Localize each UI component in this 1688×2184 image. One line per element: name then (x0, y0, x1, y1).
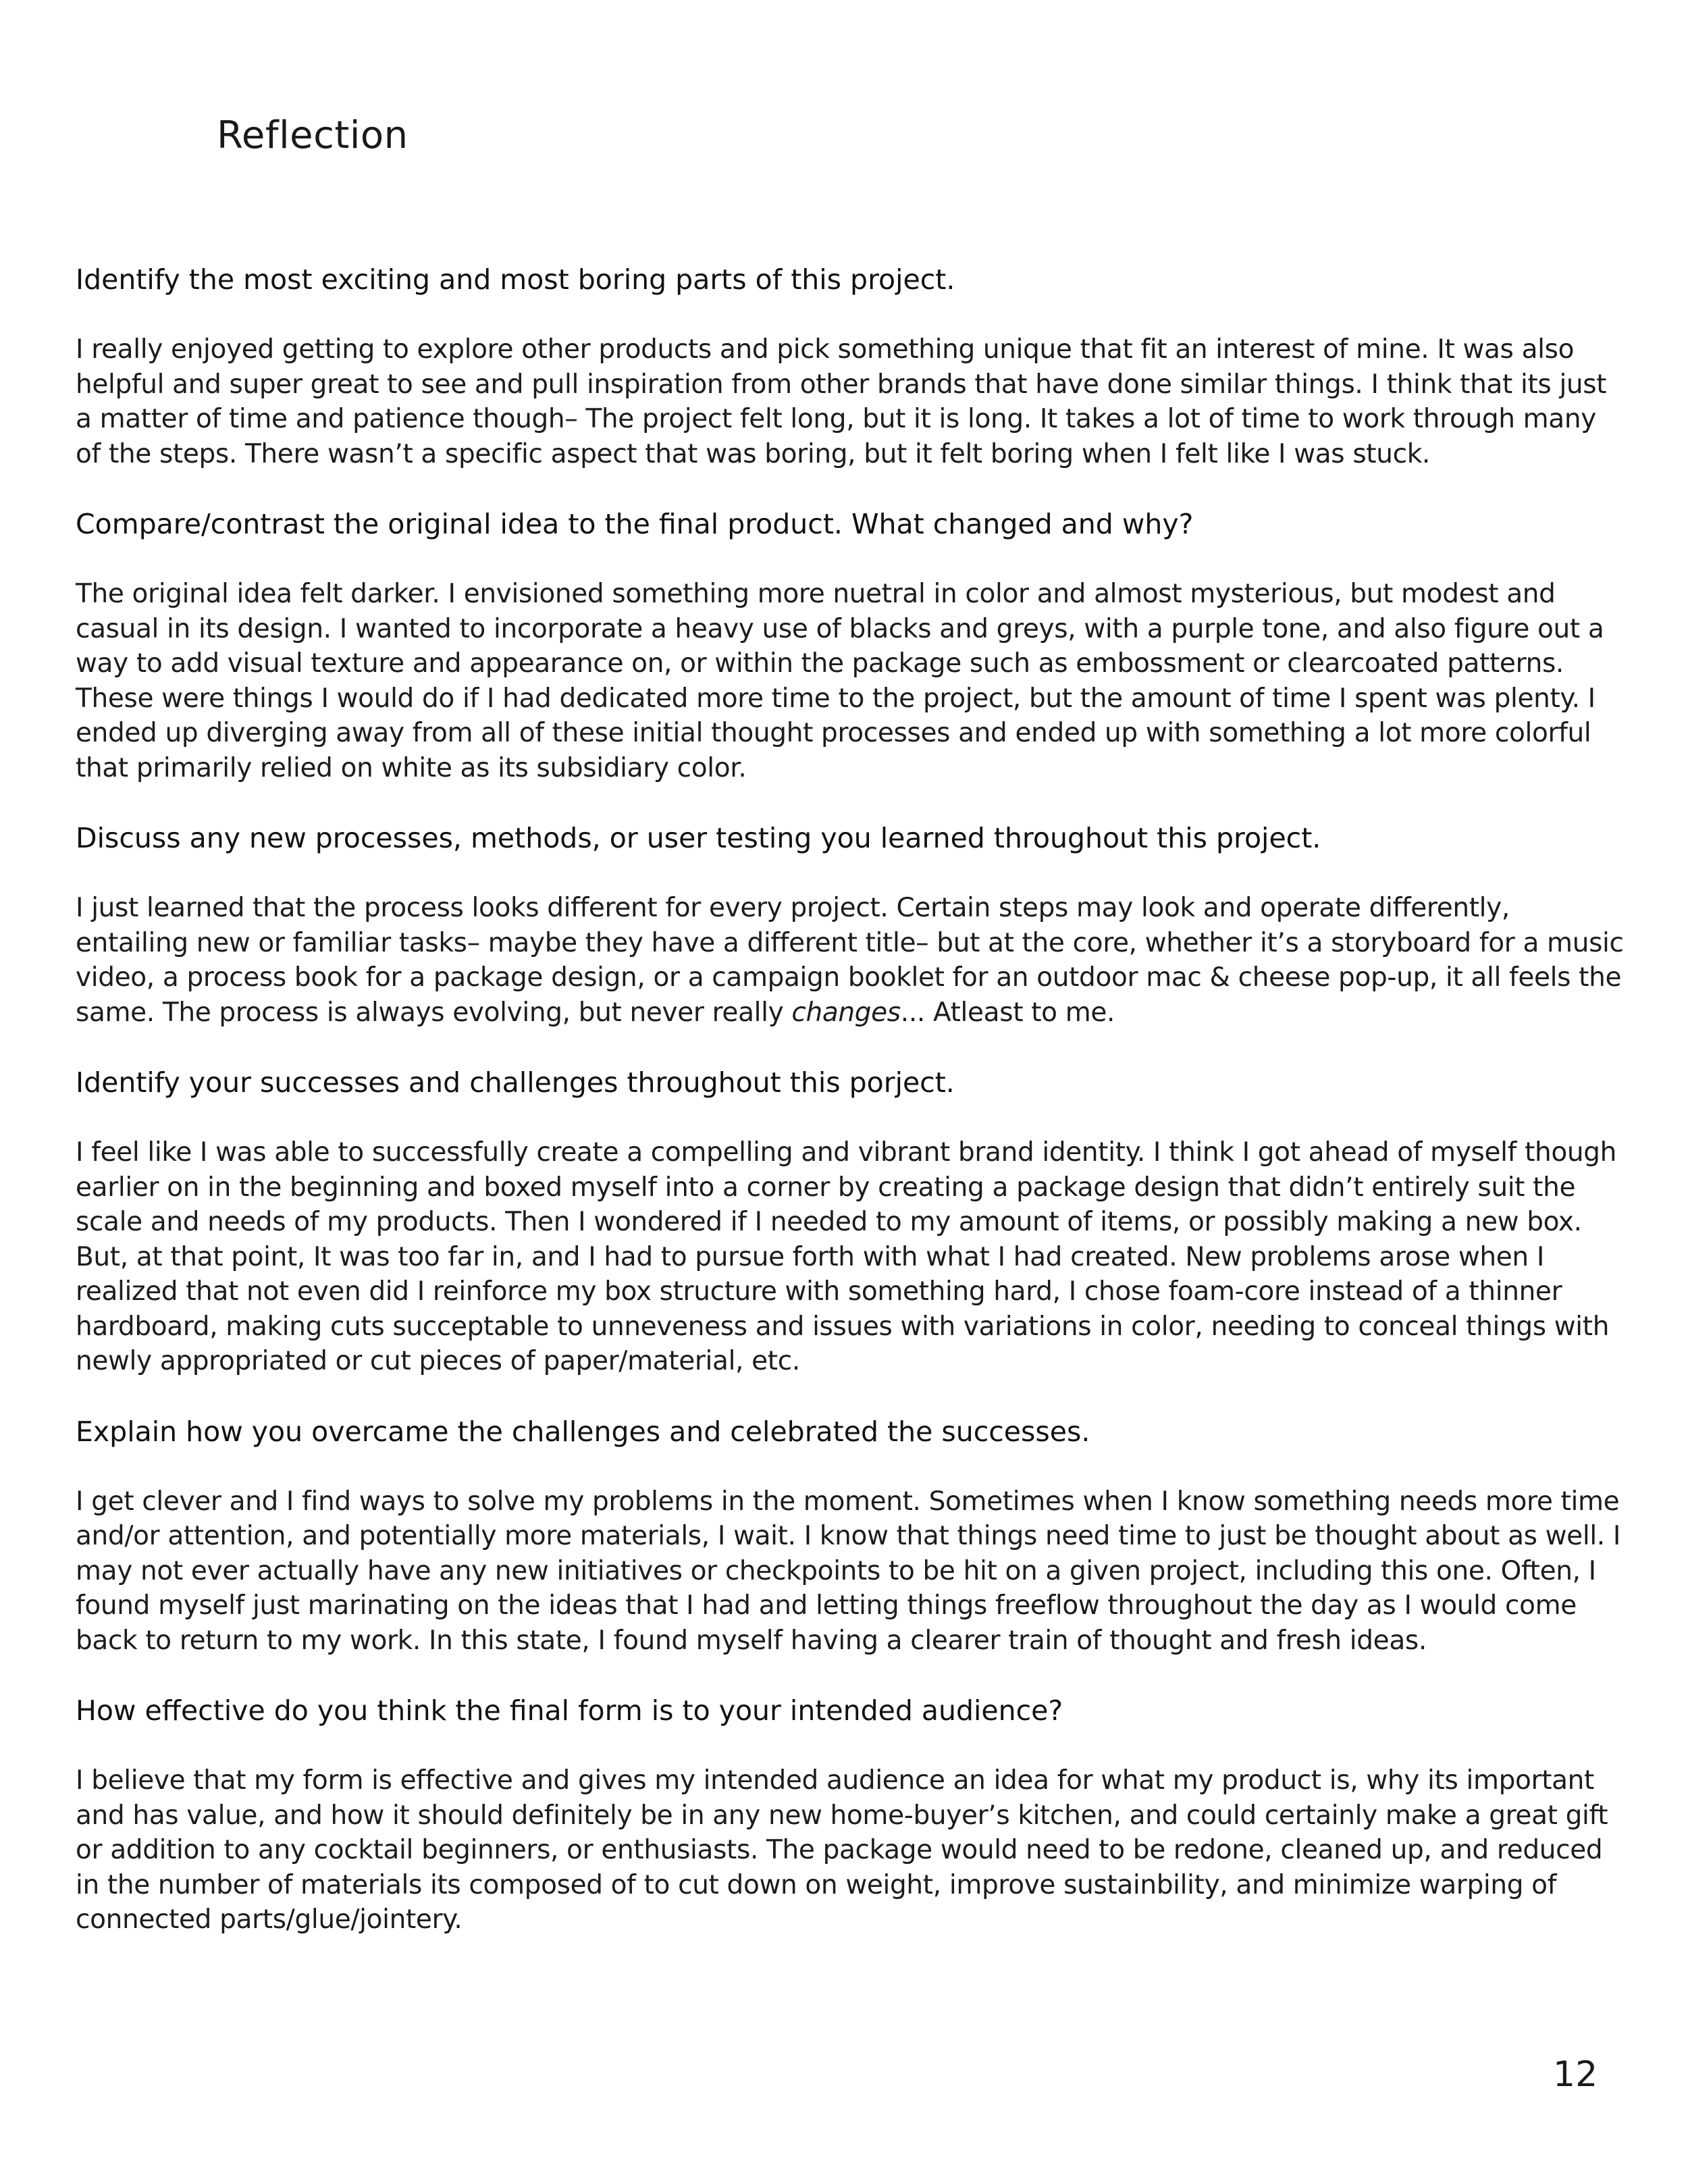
reflection-section (76, 1693, 1629, 1938)
page-title: Reflection (217, 113, 408, 157)
question-heading: Compare/contrast the original idea to the final product. What changed and why? (76, 508, 1194, 540)
answer-paragraph: I really enjoyed getting to explore other products and pick something unique that fit an interest of mine. It was also helpful and super great to see and pull inspiration from other brands that have done similar things. I think that its just a matter of time and patience though– The project felt long, but it is long. It takes a lot of time to work through many of the steps. There wasn’t a specific aspect that was boring, but it felt boring when I felt like I was stuck. (76, 334, 1607, 469)
reflection-section (76, 506, 1629, 785)
answer-paragraph: I feel like I was able to successfully create a compelling and vibrant brand identity. I think I got ahead of myself though earlier on in the beginning and boxed myself into a corner by creating a package design that didn’t entirely suit the scale and needs of my products. Then I wondered if I needed to my amount of items, or possibly making a new box. But, at that point, It was too far in, and I had to pursue forth with what I had created. New problems arose when I realized that not even did I reinforce my box structure with something hard, I chose foam-core instead of a thinner hardboard, making cuts succeptable to unneveness and issues with variations in color, needing to conceal things with newly appropriated or cut pieces of paper/material, etc. (76, 1137, 1617, 1376)
answer-paragraph (76, 891, 1629, 1030)
question-heading: Identify the most exciting and most boring parts of this project. (76, 263, 955, 296)
page-number: 12 (1553, 2054, 1598, 2095)
reflection-section (76, 1414, 1629, 1659)
question-heading: Identify your successes and challenges throughout this porject. (76, 1066, 955, 1099)
question-heading: Explain how you overcame the challenges and celebrated the successes. (76, 1415, 1090, 1448)
question-heading: How effective do you think the final form is to your intended audience? (76, 1694, 1063, 1727)
reflection-section (76, 262, 1629, 471)
answer-paragraph: I get clever and I find ways to solve my problems in the moment. Sometimes when I know something needs more time and/or attention, and potentially more materials, I wait. I know that things need time to just be thought about as well. I may not ever actually have any new initiatives or checkpoints to be hit on a given project, including this one. Often, I found myself just marinating on the ideas that I had and letting things freeflow throughout the day as I would come back to return to my work. In this state, I found myself having a clearer train of thought and fresh ideas. (76, 1486, 1621, 1656)
reflection-section (76, 821, 1629, 1030)
answer-emphasis: changes (791, 997, 901, 1028)
answer-text-end: ... Atleast to me. (900, 997, 1115, 1028)
question-heading: Discuss any new processes, methods, or user testing you learned throughout this project. (76, 822, 1321, 854)
answer-paragraph: I believe that my form is effective and gives my intended audience an idea for what my product is, why its important and has value, and how it should definitely be in any new home-buyer’s kitchen, and could certainly make a great gift or addition to any cocktail beginners, or enthusiasts. The package would need to be redone, cleaned up, and reduced in the number of materials its composed of to cut down on weight, improve sustainbility, and minimize warping of connected parts/glue/jointery. (76, 1765, 1608, 1935)
answer-text: I just learned that the process looks different for every project. Certain steps may look and operate differently, entailing new or familiar tasks– maybe they have a different title– but at the core, whether it’s a storyboard for a music video, a process book for a package design, or a campaign booklet for an outdoor mac & cheese pop-up, it all feels the same. The process is always evolving, but never really (76, 893, 1624, 1028)
reflection-section (76, 1065, 1629, 1379)
reflection-content (76, 262, 1629, 1973)
answer-paragraph: The original idea felt darker. I envisioned something more nuetral in color and almost mysterious, but modest and casual in its design. I wanted to incorporate a heavy use of blacks and greys, with a purple tone, and also figure out a way to add visual texture and appearance on, or within the package such as embossment or clearcoated patterns. These were things I would do if I had dedicated more time to the project, but the amount of time I spent was plenty. I ended up diverging away from all of these initial thought processes and ended up with something a lot more colorful that primarily relied on white as its subsidiary color. (76, 579, 1604, 783)
